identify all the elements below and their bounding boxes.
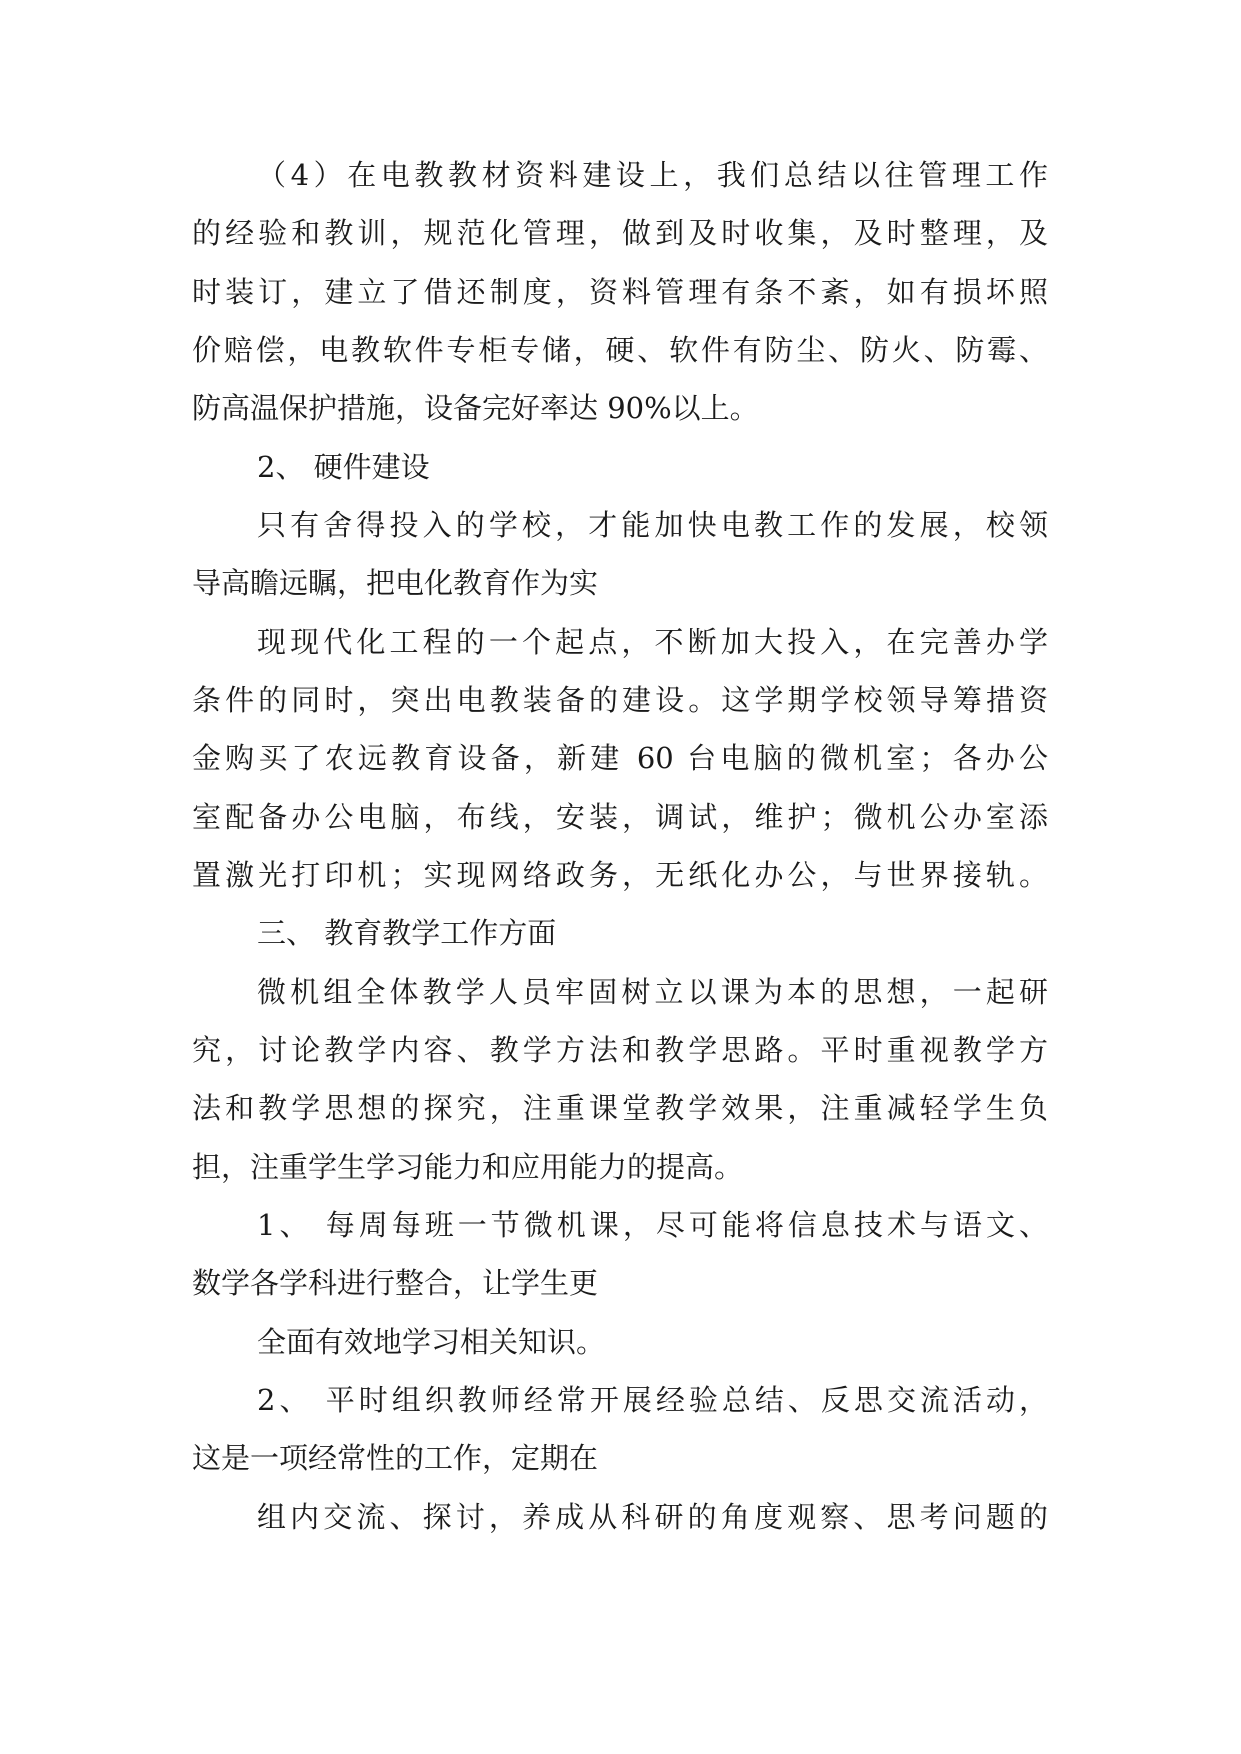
section-heading-teaching: 三、 教育教学工作方面 xyxy=(257,916,557,950)
text-line-21: 全面有效地学习相关知识。 xyxy=(257,1325,606,1359)
text-line-11: 金购买了农远教育设备，新建 60 台电脑的微机室；各办公 xyxy=(192,741,1048,775)
text-line-12: 室配备办公电脑，布线，安装，调试，维护；微机公办室添 xyxy=(192,800,1048,834)
text-line-22: 2、 平时组织教师经常开展经验总结、反思交流活动， xyxy=(257,1383,1048,1417)
text-line-15: 微机组全体教学人员牢固树立以课为本的思想，一起研 xyxy=(257,975,1048,1009)
text-line-19: 1、 每周每班一节微机课，尽可能将信息技术与语文、 xyxy=(257,1208,1048,1242)
text-line-2: 的经验和教训，规范化管理，做到及时收集，及时整理，及 xyxy=(192,216,1048,250)
text-line-1: （4）在电教教材资料建设上，我们总结以往管理工作 xyxy=(257,158,1048,192)
section-heading-hardware: 2、 硬件建设 xyxy=(257,450,430,484)
text-line-5: 防高温保护措施，设备完好率达 90%以上。 xyxy=(192,391,759,425)
text-line-13: 置激光打印机；实现网络政务，无纸化办公，与世界接轨。 xyxy=(192,858,1048,892)
text-line-9: 现现代化工程的一个起点，不断加大投入，在完善办学 xyxy=(257,625,1048,659)
text-line-8: 导高瞻远瞩，把电化教育作为实 xyxy=(192,566,599,600)
text-line-18: 担，注重学生学习能力和应用能力的提高。 xyxy=(192,1150,744,1184)
text-line-24: 组内交流、探讨，养成从科研的角度观察、思考问题的 xyxy=(257,1500,1048,1534)
text-line-16: 究，讨论教学内容、教学方法和教学思路。平时重视教学方 xyxy=(192,1033,1048,1067)
text-line-4: 价赔偿，电教软件专柜专储，硬、软件有防尘、防火、防霉、 xyxy=(192,333,1048,367)
text-line-10: 条件的同时，突出电教装备的建设。这学期学校领导筹措资 xyxy=(192,683,1048,717)
text-line-7: 只有舍得投入的学校，才能加快电教工作的发展，校领 xyxy=(257,508,1048,542)
text-line-3: 时装订，建立了借还制度，资料管理有条不紊，如有损坏照 xyxy=(192,275,1048,309)
text-line-23: 这是一项经常性的工作，定期在 xyxy=(192,1441,599,1475)
text-line-20: 数学各学科进行整合，让学生更 xyxy=(192,1266,599,1300)
text-line-17: 法和教学思想的探究，注重课堂教学效果，注重减轻学生负 xyxy=(192,1091,1048,1125)
